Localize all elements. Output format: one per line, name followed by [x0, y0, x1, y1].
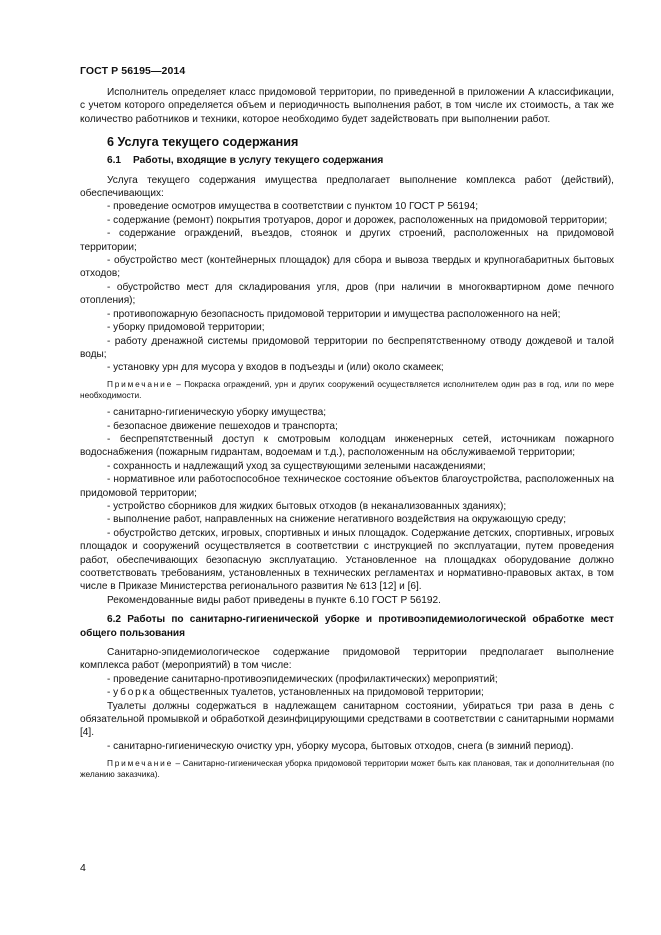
list-item: - уборку придомовой территории; [107, 322, 265, 334]
section-6-1-heading: Работы, входящие в услугу текущего содержания [133, 155, 384, 167]
list-item-rest: общественных туалетов, установленных на придомовой территории; [156, 687, 484, 699]
list-item: - обустройство мест для складирования угля, дров (при наличии в многоквартирном доме печного отопления); [80, 281, 614, 307]
intro-paragraph: Исполнитель определяет класс придомовой территории, по приведенной в приложении А классификации, с учетом которого определяется объем и периодичность выполнения работ, в том числе их стоимость, а так же количество работников и техники, которое необходимо будет задействовать при выполнении работ. [80, 87, 614, 125]
spaced-word: уборка [113, 687, 157, 699]
list-item: - нормативное или работоспособное техническое состояние объектов благоустройства, расположенных на придомовой территории; [80, 474, 614, 499]
section-6-1-lead: Услуга текущего содержания имущества предполагает выполнение комплекса работ (действий), обеспечивающих: [80, 174, 614, 200]
section-6-2-title: 6.2 Работы по санитарно-гигиенической уборке и противоэпидемиологической обработке мест общего пользования [80, 614, 614, 639]
list-item: - установку урн для мусора у входов в подъезды и (или) около скамеек; [107, 362, 444, 374]
section-6-1-number: 6.1 [107, 155, 122, 167]
list-item: - устройство сборников для жидких бытовых отходов (в неканализованных зданиях); [107, 500, 507, 512]
list-item [80, 686, 614, 699]
list-item: - беспрепятственный доступ к смотровым колодцам инженерных сетей, источникам пожарного водоснабжения (пожарным гидрантам, водоемам и т.д.), расположенным на обслуживаемой территории; [80, 433, 614, 459]
list-item: - работу дренажной системы придомовой территории по беспрепятственному отводу дождевой и талой воды; [80, 335, 614, 360]
list-item: - санитарно-гигиеническую уборку имущества; [107, 407, 327, 419]
recommended-works: Рекомендованные виды работ приведены в пункте 6.10 ГОСТ Р 56192. [107, 594, 441, 606]
list-item: - санитарно-гигиеническую очистку урн, уборку мусора, бытовых отходов, снега (в зимний период). [107, 740, 574, 752]
list-item: - содержание (ремонт) покрытия тротуаров, дорог и дорожек, расположенных на придомовой территории; [107, 214, 608, 226]
document-code-header: ГОСТ Р 56195—2014 [80, 65, 186, 77]
dash: - [107, 687, 114, 699]
list-item: - безопасное движение пешеходов и транспорта; [107, 420, 338, 432]
note-1-label: Примечание [107, 378, 174, 389]
list-item: - сохранность и надлежащий уход за существующими зелеными насаждениями; [107, 460, 486, 472]
section-6-2-lead: Санитарно-эпидемиологическое содержание придомовой территории предполагает выполнение комплекса работ (мероприятий) в том числе: [80, 647, 614, 672]
list-item: - обустройство мест (контейнерных площадок) для сбора и вывоза твердых и крупногабаритных бытовых отходов; [80, 255, 614, 280]
toilets-paragraph: Туалеты должны содержаться в надлежащем санитарном состоянии, убираться три раза в день с обязательной промывкой и обработкой дезинфицирующими средствами в соответствии с санитарными нормами [4]. [80, 700, 615, 739]
note-2-label: Примечание [107, 758, 174, 769]
section-6-title: 6 Услуга текущего содержания [107, 135, 299, 150]
list-item: - выполнение работ, направленных на снижение негативного воздействия на окружающую среду; [107, 514, 567, 526]
note-1 [80, 379, 614, 401]
list-item: - обустройство детских, игровых, спортивных и иных площадок. Содержание детских, спортивных, игровых площадок и сооружений осуществляется в соответствии с инструкцией по эксплуатации, путем проведения работ, обеспечивающих безопасную эксплуатацию. Установленное на площадках оборудование должно соответствовать требованиям, установленных в технических регламентах и нормативно-правовых актах, в том числе в Приказе Министерства регионального развития № 613 [12] и [6]. [80, 527, 614, 593]
list-item: - проведение санитарно-противоэпидемических (профилактических) мероприятий; [107, 673, 498, 685]
note-2 [80, 758, 614, 780]
note-2-text: – Санитарно-гигиеническая уборка придомовой территории может быть как плановая, так и дополнительная (по желанию заказчика). [80, 758, 614, 780]
section-6-1-title [107, 154, 614, 167]
list-item: - противопожарную безопасность придомовой территории и имущества расположенного на ней; [107, 308, 561, 320]
list-item: - проведение осмотров имущества в соответствии с пунктом 10 ГОСТ Р 56194; [107, 201, 479, 213]
note-1-text: – Покраска ограждений, урн и других сооружений осуществляется исполнителем один раз в год, или по мере необходимости. [80, 378, 614, 400]
list-item: - содержание ограждений, въездов, стоянок и других строений, расположенных на придомовой территории; [80, 228, 614, 253]
page-number: 4 [80, 862, 86, 874]
page-content [80, 86, 614, 786]
